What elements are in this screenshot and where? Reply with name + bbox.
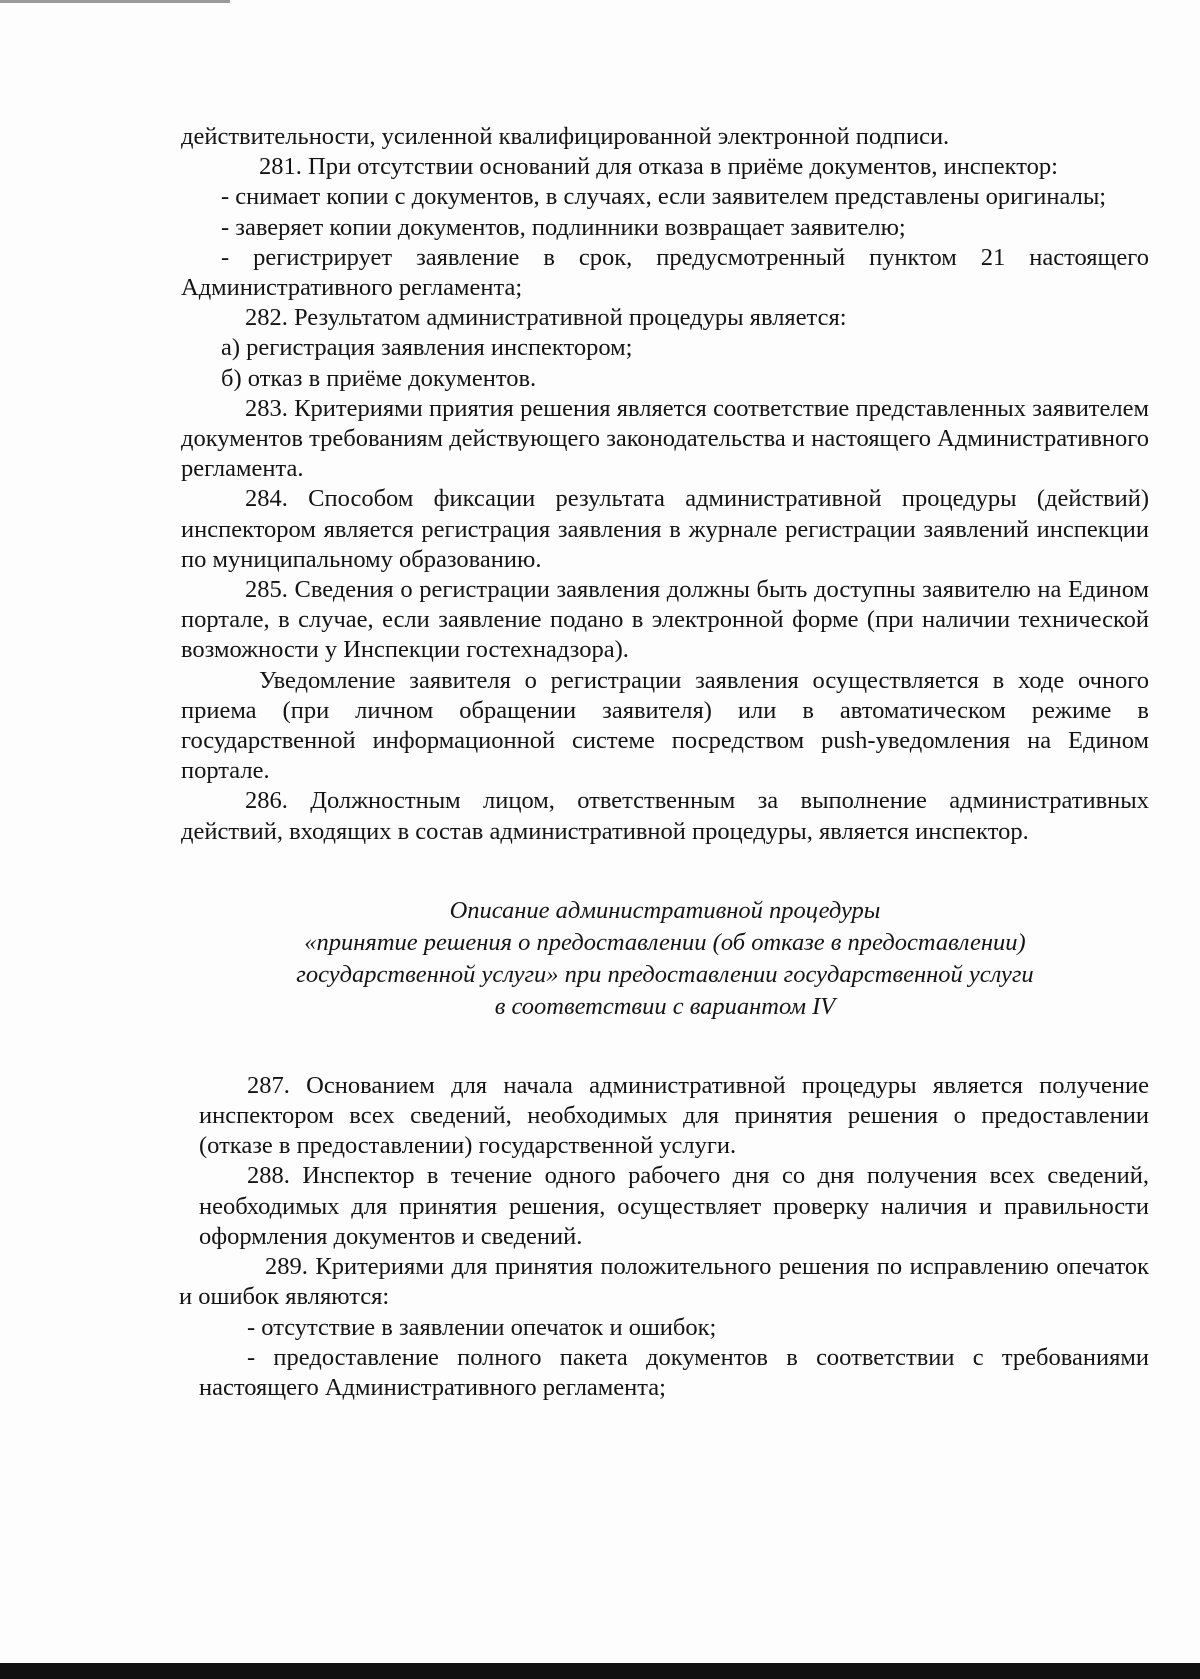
scan-bottom-edge [0,1663,1200,1679]
list-item-b: б) отказ в приёме документов. [221,364,537,392]
list-item-certify: - заверяет копии документов, подлинники возвращает заявителю; [221,213,906,241]
paragraph-287: 287. Основанием для начала административной процедуры является получение инспектором всех сведений, необходимых для принятия решения о предоставлении (отказе в предоставлении) государственной услуги. [199,1071,1149,1160]
list-item-a: а) регистрация заявления инспектором; [221,334,633,362]
paragraph-289: 289. Критериями для принятия положительного решения по исправлению опечаток и ошибок являются: [179,1253,1149,1311]
list-item-register: - регистрирует заявление в срок, предусмотренный пунктом 21 настоящего Административного регламента; [181,243,1149,302]
list-item-no-errors: - отсутствие в заявлении опечаток и ошибок; [247,1313,717,1341]
paragraph-286: 286. Должностным лицом, ответственным за выполнение административных действий, входящих в состав административной процедуры, является инспектор. [181,787,1149,845]
scan-edge-mark [0,0,230,3]
section-heading-line: государственной услуги» при предоставлении государственной услуги [296,960,1034,988]
paragraph-notification: Уведомление заявителя о регистрации заявления осуществляется в ходе очного приема (при личном обращении заявителя) или в автоматическом режиме в государственной информационной системе посредством push-уведомления на Едином портале. [181,666,1149,785]
document-text [181,122,1149,1403]
section-heading-line: в соответствии с вариантом IV [494,992,836,1020]
paragraph-281: 281. При отсутствии оснований для отказа в приёме документов, инспектор: [259,153,1058,181]
paragraph-283: 283. Критериями приятия решения является соответствие представленных заявителем документов требованиям действующего законодательства и настоящего Административного регламента. [181,394,1149,483]
section-heading-line: «принятие решения о предоставлении (об отказе в предоставлении) [304,928,1026,956]
paragraph-282: 282. Результатом административной процедуры является: [245,304,847,332]
paragraph-288: 288. Инспектор в течение одного рабочего дня со дня получения всех сведений, необходимых для принятия решения, осуществляет проверку наличия и правильности оформления документов и сведений. [199,1162,1149,1250]
paragraph-continuation: действительности, усиленной квалифицированной электронной подписи. [181,123,950,150]
list-item-copies: - снимает копии с документов, в случаях, если заявителем представлены оригиналы; [221,183,1107,211]
list-item-full-package: - предоставление полного пакета документов в соответствии с требованиями настоящего Административного регламента; [199,1343,1149,1401]
section-body [181,1071,1149,1403]
section-heading-line: Описание административной процедуры [449,896,881,924]
paragraph-285: 285. Сведения о регистрации заявления должны быть доступны заявителю на Едином портале, в случае, если заявление подано в электронной форме (при наличии технической возможности у Инспекции гостехнадзора). [181,576,1149,664]
section-heading [181,895,1149,1023]
paragraph-284: 284. Способом фиксации результата административной процедуры (действий) инспектором является регистрация заявления в журнале регистрации заявлений инспекции по муниципальному образованию. [181,485,1149,573]
